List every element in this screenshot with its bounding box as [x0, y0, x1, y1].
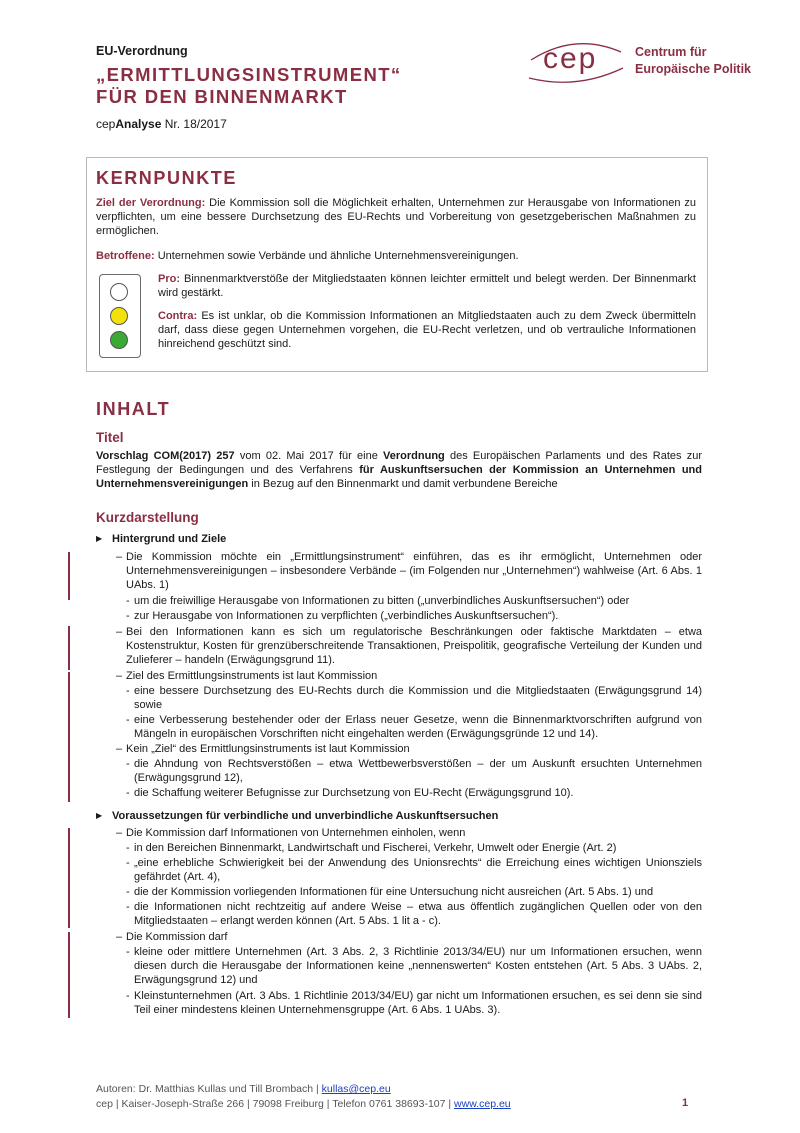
key-point-affected [96, 249, 696, 263]
pro-text: Binnenmarktverstöße der Mitgliedstaaten können leichter ermittelt und belegt werden. Der Binnenmarkt wird gestärkt. [158, 273, 696, 299]
section-heading-background [96, 533, 226, 545]
margin-marker [68, 932, 70, 1018]
dash-marker: – [116, 551, 123, 563]
titel-part-4: des Europäischen Parlaments und des Rates zur Festlegung der Bedingungen und des Verfahrens [96, 450, 703, 476]
margin-marker [68, 626, 70, 670]
s2-item-1: Die Kommission darf Informationen von Unternehmen einholen, wenn [126, 827, 466, 839]
s2-heading-text: Voraussetzungen für verbindliche und unverbindliche Auskunftsersuchen [112, 810, 499, 822]
traffic-light-top [110, 283, 128, 301]
section-heading-requirements [96, 810, 498, 822]
traffic-light-bottom [110, 331, 128, 349]
s2-item-1a: in den Bereichen Binnenmarkt, Landwirtschaft und Fischerei, Verkehr, Umwelt oder Energie (Art. 2) [134, 842, 617, 854]
s1-item-1: Die Kommission möchte ein „Ermittlungsinstrument“ einführen, das es ihr ermöglicht, Unternehmen oder Unternehmensvereinigungen – insbesondere Verbände – (im Folgenden nur „Unternehmen“) wahlweise (Art. 6 Abs. 1 UAbs. 1) [126, 551, 702, 591]
s2-item-2: Die Kommission darf [126, 931, 228, 943]
footer-authors [96, 1083, 391, 1095]
dot-marker: - [126, 758, 130, 770]
footer-address [96, 1098, 511, 1110]
s1-item-4a: die Ahndung von Rechtsverstößen – etwa Wettbewerbsverstößen – der um Auskunft ersuchten Unternehmen (Erwägungsgrund 12), [134, 758, 702, 784]
issue-number [96, 117, 227, 131]
titel-part-3: Verordnung [383, 450, 445, 462]
subheading-titel: Titel [96, 430, 124, 445]
logo-wordmark: cep [543, 42, 598, 75]
bullet-triangle-icon: ▶ [96, 534, 103, 543]
dash-marker: – [116, 931, 123, 943]
dash-marker: – [116, 626, 123, 638]
goal-label: Ziel der Verordnung: [96, 197, 206, 209]
margin-marker [68, 672, 70, 744]
issue-bold: Analyse [115, 117, 162, 131]
cep-logo [527, 38, 767, 88]
traffic-light-middle [110, 307, 128, 325]
s2-item-1c: die der Kommission vorliegenden Informationen für eine Untersuchung nicht ausreichen (Art. 5 Abs. 1) und [134, 886, 654, 898]
key-points-title: KERNPUNKTE [96, 168, 238, 188]
logo-organization-name [635, 44, 751, 78]
contra-text: Es ist unklar, ob die Kommission Informationen an Mitgliedstaaten auch zu dem Zweck übermitteln darf, dass diese gegen Unternehmen vorgehen, die EU-Recht verletzen, und ob vertrauliche Informationen hinreichend geschützt sind. [158, 310, 696, 350]
dot-marker: - [126, 842, 130, 854]
s1-item-4: Kein „Ziel“ des Ermittlungsinstruments ist laut Kommission [126, 743, 410, 755]
dot-marker: - [126, 886, 130, 898]
titel-part-1: Vorschlag COM(2017) 257 [96, 450, 235, 462]
margin-marker [68, 828, 70, 928]
titel-part-5: für Auskunftsersuchen der Kommission an Unternehmen und Unternehmensvereinigungen [96, 464, 702, 490]
s1-item-2: Bei den Informationen kann es sich um regulatorische Beschränkungen oder faktische Marktdaten – etwa Kostenstruktur, Kosten für grenzüberschreitende Transaktionen, Preispolitik, geografische Verteilung der Kunden und Zulieferer – handeln (Erwägungsgrund 11). [126, 626, 702, 666]
margin-marker [68, 552, 70, 600]
dot-marker: - [126, 685, 130, 697]
titel-paragraph [96, 449, 702, 491]
s2-item-2a: kleine oder mittlere Unternehmen (Art. 3 Abs. 2, 3 Richtlinie 2013/34/EU) nur um Informationen ersuchen, wenn diesen durch die Herausgabe der Informationen keine „nennenswerten“ Kosten entstehen (Art. 5 Abs. 3 UAbs. 2, Erwägungsgrund 12) und [134, 946, 702, 986]
contra-label: Contra: [158, 310, 198, 322]
dot-marker: - [126, 946, 130, 958]
section-title-inhalt: INHALT [96, 399, 171, 419]
pro-label: Pro: [158, 273, 180, 285]
subheading-kurzdarstellung: Kurzdarstellung [96, 510, 199, 525]
margin-marker [68, 744, 70, 802]
dot-marker: - [126, 610, 130, 622]
bullet-triangle-icon: ▶ [96, 811, 103, 820]
goal-text: Die Kommission soll die Möglichkeit erhalten, Unternehmen zur Herausgabe von Informationen zu verpflichten, um eine bessere Durchsetzung des EU-Rechts und Vorbereitung von gesetzgeberischen Maßnahmen zu ermöglichen. [96, 197, 696, 237]
dot-marker: - [126, 787, 130, 799]
traffic-light-icon [99, 274, 141, 358]
footer-email-link[interactable]: kullas@cep.eu [321, 1083, 391, 1095]
title-line-1: „ERMITTLUNGSINSTRUMENT“ [96, 64, 402, 85]
s1-item-4b: die Schaffung weiterer Befugnisse zur Durchsetzung von EU-Recht (Erwägungsgrund 10). [134, 787, 574, 799]
issue-prefix: cep [96, 117, 116, 131]
s1-heading-text: Hintergrund und Ziele [112, 533, 227, 545]
logo-name-line-1: Centrum für [635, 45, 707, 59]
footer-website-link[interactable]: www.cep.eu [454, 1098, 511, 1110]
dot-marker: - [126, 990, 130, 1002]
s1-item-3: Ziel des Ermittlungsinstruments ist laut Kommission [126, 670, 378, 682]
s1-item-1b: zur Herausgabe von Informationen zu verpflichten („verbindliches Auskunftsersuchen“). [134, 610, 559, 622]
dash-marker: – [116, 743, 123, 755]
dot-marker: - [126, 595, 130, 607]
key-point-pro [158, 272, 696, 300]
dot-marker: - [126, 901, 130, 913]
dot-marker: - [126, 857, 130, 869]
dash-marker: – [116, 827, 123, 839]
s1-item-1a: um die freiwillige Herausgabe von Informationen zu bitten („unverbindliches Auskunftsersuchen“) oder [134, 595, 630, 607]
issue-suffix: Nr. 18/2017 [161, 117, 227, 131]
s2-item-2b: Kleinstunternehmen (Art. 3 Abs. 1 Richtlinie 2013/34/EU) gar nicht um Informationen ersuchen, es sei denn sie sind Teil einer mindestens kleinen Unternehmensgruppe (Art. 6 Abs. 1 UAbs. 3). [134, 990, 702, 1016]
page-number: 1 [682, 1097, 689, 1109]
document-title [96, 64, 402, 108]
document-type: EU-Verordnung [96, 44, 188, 58]
affected-label: Betroffene: [96, 250, 155, 262]
key-points-box [86, 157, 708, 372]
footer-address-text: cep | Kaiser-Joseph-Straße 266 | 79098 Freiburg | Telefon 0761 38693-107 | [96, 1098, 455, 1110]
s2-item-1d: die Informationen nicht rechtzeitig auf andere Weise – etwa aus öffentlich zugänglichen Quellen oder von den Mitgliedstaaten – erlangt werden können (Art. 5 Abs. 1 lit a - c). [134, 901, 702, 927]
dot-marker: - [126, 714, 130, 726]
title-line-2: FÜR DEN BINNENMARKT [96, 86, 348, 107]
footer-authors-text: Autoren: Dr. Matthias Kullas und Till Brombach | [96, 1083, 322, 1095]
s1-item-3a: eine bessere Durchsetzung des EU-Rechts durch die Kommission und die Mitgliedstaaten (Erwägungsgrund 14) sowie [134, 685, 702, 711]
s2-item-1b: „eine erhebliche Schwierigkeit bei der Anwendung des Unionsrechts“ die Erreichung eines wichtigen Unionsziels gefährdet (Art. 4), [134, 857, 702, 883]
dash-marker: – [116, 670, 123, 682]
s1-item-3b: eine Verbesserung bestehender oder der Erlass neuer Gesetze, wenn die Binnenmarktvorschriften aufgrund von Mängeln in europäischen Vorschriften nicht eingehalten werden (Erwägungsgründe 12 und 14). [134, 714, 702, 740]
logo-name-line-2: Europäische Politik [635, 62, 752, 76]
key-point-contra [158, 309, 696, 351]
titel-part-6: in Bezug auf den Binnenmarkt und damit verbundene Bereiche [248, 478, 558, 490]
key-point-goal [96, 196, 696, 238]
titel-part-2: vom 02. Mai 2017 für eine [234, 450, 384, 462]
affected-text: Unternehmen sowie Verbände und ähnliche Unternehmensvereinigungen. [154, 250, 519, 262]
